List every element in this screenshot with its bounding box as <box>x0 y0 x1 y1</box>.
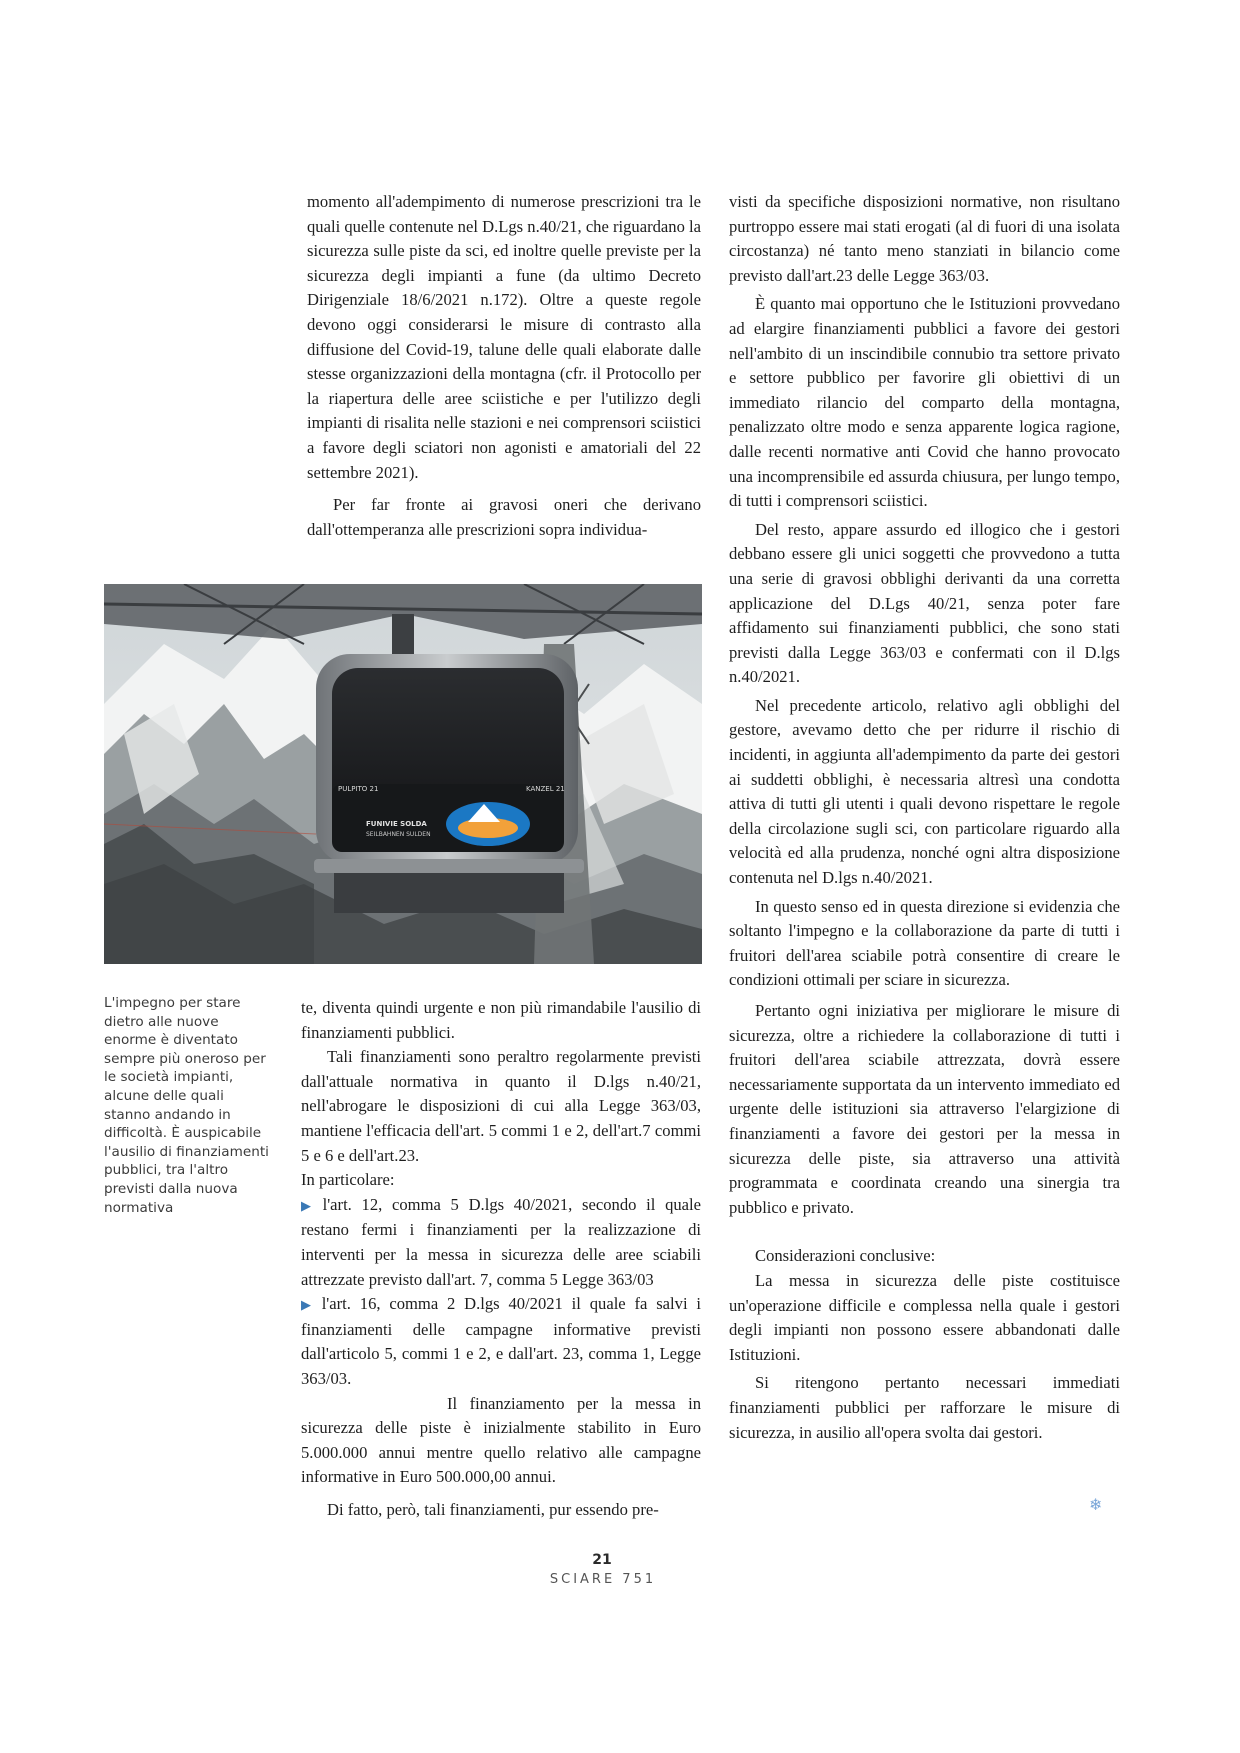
photo-caption: L'impegno per stare dietro alle nuove enorme è diventato sempre più oneroso per le società impianti, alcune delle quali stanno andando in difficoltà. È auspicabile l'ausilio di finanziamenti pubblici, tra l'altro previsti dalla nuova normativa <box>104 995 269 1216</box>
paragraph: momento all'adempimento di numerose prescrizioni tra le quali quelle contenute nel D.Lgs n.40/21, che riguardano la sicurezza sulle piste da sci, ed inoltre quelle previste per la sicurezza degli impianti a fune (da ultimo Decreto Dirigenziale 18/6/2021 n.172). Oltre a queste regole devono oggi considerarsi le misure di contrasto alla diffusione del Covid-19, talune delle quali elaborate dalle stesse organizzazioni della montagna (cfr. il Protocollo per la riapertura delle aree sciistiche e per l'utilizzo degli impianti di risalita nelle stazioni e nei comprensori sciistici a favore degli sciatori non agonisti e amatoriali del 22 settembre 2021). <box>307 192 701 482</box>
cabin-text-line1: FUNIVIE SOLDA <box>366 820 427 828</box>
paragraph: Il finanziamento per la messa in sicurezza delle piste è inizialmente stabilito in Euro 5.000.000 annui mentre quello relativo alle campagne informative in Euro 500.000,00 annui. <box>301 1393 701 1487</box>
paragraph: Per far fronte ai gravosi oneri che derivano dall'ottemperanza alle prescrizioni sopra individua- <box>307 495 701 539</box>
triangle-right-icon: ▶ <box>301 1197 317 1213</box>
paragraph: visti da specifiche disposizioni normative, non risultano purtroppo essere mai stati erogati (al di fuori di una isolata circostanza) né tanto meno stanziati in bilancio come previsto dall'art.23 delle Legge 363/03. <box>729 192 1120 285</box>
paragraph: In particolare: <box>301 1170 395 1190</box>
paragraph: Tali finanziamenti sono peraltro regolarmente previsti dall'attuale normativa in quanto il D.lgs n.40/21, nell'abrogare le disposizioni di cui alla Legge 363/03, mantiene l'efficacia dell'art. 5 commi 1 e 2, dell'art.7 commi 5 e 6 e dell'art.23. <box>301 1047 701 1165</box>
page-number: 21 <box>592 1552 612 1568</box>
bullet-item <box>301 1292 701 1391</box>
cable-car-photo <box>104 584 702 964</box>
bullet-text: l'art. 16, comma 2 D.lgs 40/2021 il quale fa salvi i finanziamenti delle campagne informative previsti dall'articolo 5, commi 1 e 2, e dall'art. 23, comma 1, Legge 363/03. <box>301 1294 702 1388</box>
paragraph: È quanto mai opportuno che le Istituzioni provvedano ad elargire finanziamenti pubblici a favore dei gestori nell'ambito di un inscindibile connubio tra settore privato e settore pubblico per favorire gli obiettivi di un immediato rilancio del comparto della montagna, penalizzato oltre modo e senza apparente logica ragione, dalle recenti normative anti Covid che hanno provocato una incomprensibile ed assurda chiusura, per lungo tempo, di tutti i comprensori sciistici. <box>729 294 1120 511</box>
cabin-label-right: KANZEL 21 <box>526 785 565 793</box>
article-column-top <box>307 190 701 542</box>
paragraph: Pertanto ogni iniziativa per migliorare le misure di sicurezza, oltre a richiedere la collaborazione di tutti i fruitori dell'area sciabile attrezzata, dovrà essere necessariamente supportata da un intervento immediato ed urgente delle istituzioni sia attraverso l'elargizione di finanziamenti a favore dei gestori per la messa in sicurezza delle piste, sia attraverso una attività programmata e coordinata creando una sinergia tra pubblico e privato. <box>729 1001 1120 1217</box>
bullet-item <box>301 1193 701 1292</box>
article-column-bottom <box>301 996 701 1522</box>
snowflake-icon: ❄ <box>1089 1495 1103 1514</box>
section-heading: Considerazioni conclusive: <box>755 1246 936 1266</box>
magazine-name: SCIARE 751 <box>549 1572 657 1587</box>
paragraph: Del resto, appare assurdo ed illogico che i gestori debbano essere gli unici soggetti che provvedono a tutta una serie di gravosi obblighi derivanti da una corretta applicazione del D.Lgs 40/21, senza poter fare affidamento sui finanziamenti pubblici, che sono stati previsti dalla Legge 363/03 e confermati con il D.lgs n.40/2021. <box>729 519 1120 687</box>
paragraph: La messa in sicurezza delle piste costituisce un'operazione difficile e complessa nella quale i gestori degli impianti non possono essere abbandonati dalle Istituzioni. <box>729 1270 1120 1364</box>
paragraph: In questo senso ed in questa direzione si evidenzia che soltanto l'impegno e la collaborazione da parte di tutti i fruitori dell'area sciabile potrà consentire di creare le condizioni ottimali per sciare in sicurezza. <box>729 896 1120 990</box>
paragraph: te, diventa quindi urgente e non più rimandabile l'ausilio di finanziamenti pubblici. <box>301 998 701 1042</box>
cabin-text-line2: SEILBAHNEN SULDEN <box>366 831 431 838</box>
triangle-right-icon: ▶ <box>301 1297 316 1313</box>
cabin-label-left: PULPITO 21 <box>338 785 379 793</box>
bullet-text: l'art. 12, comma 5 D.lgs 40/2021, secondo il quale restano fermi i finanziamenti per la realizzazione di interventi per la messa in sicurezza delle aree sciabili attrezzate previsto dall'art. 7, comma 5 Legge 363/03 <box>301 1194 702 1289</box>
paragraph: Di fatto, però, tali finanziamenti, pur essendo pre- <box>327 1499 659 1519</box>
article-column-right <box>729 190 1120 1445</box>
paragraph: Si ritengono pertanto necessari immediati finanziamenti pubblici per rafforzare le misure di sicurezza, in ausilio all'opera svolta dai gestori. <box>729 1373 1120 1442</box>
paragraph: Nel precedente articolo, relativo agli obblighi del gestore, avevamo detto che per ridurre il rischio di incidenti, in aggiunta all'adempimento da parte dei gestori ai suddetti obblighi, è necessaria altresì una condotta attiva di tutti gli utenti i quali devono rispettare le regole della circolazione sugli sci, con particolare riguardo alla velocità ed alla prudenza, nonché ogni altra disposizione contenuta nel D.lgs n.40/2021. <box>729 695 1120 888</box>
